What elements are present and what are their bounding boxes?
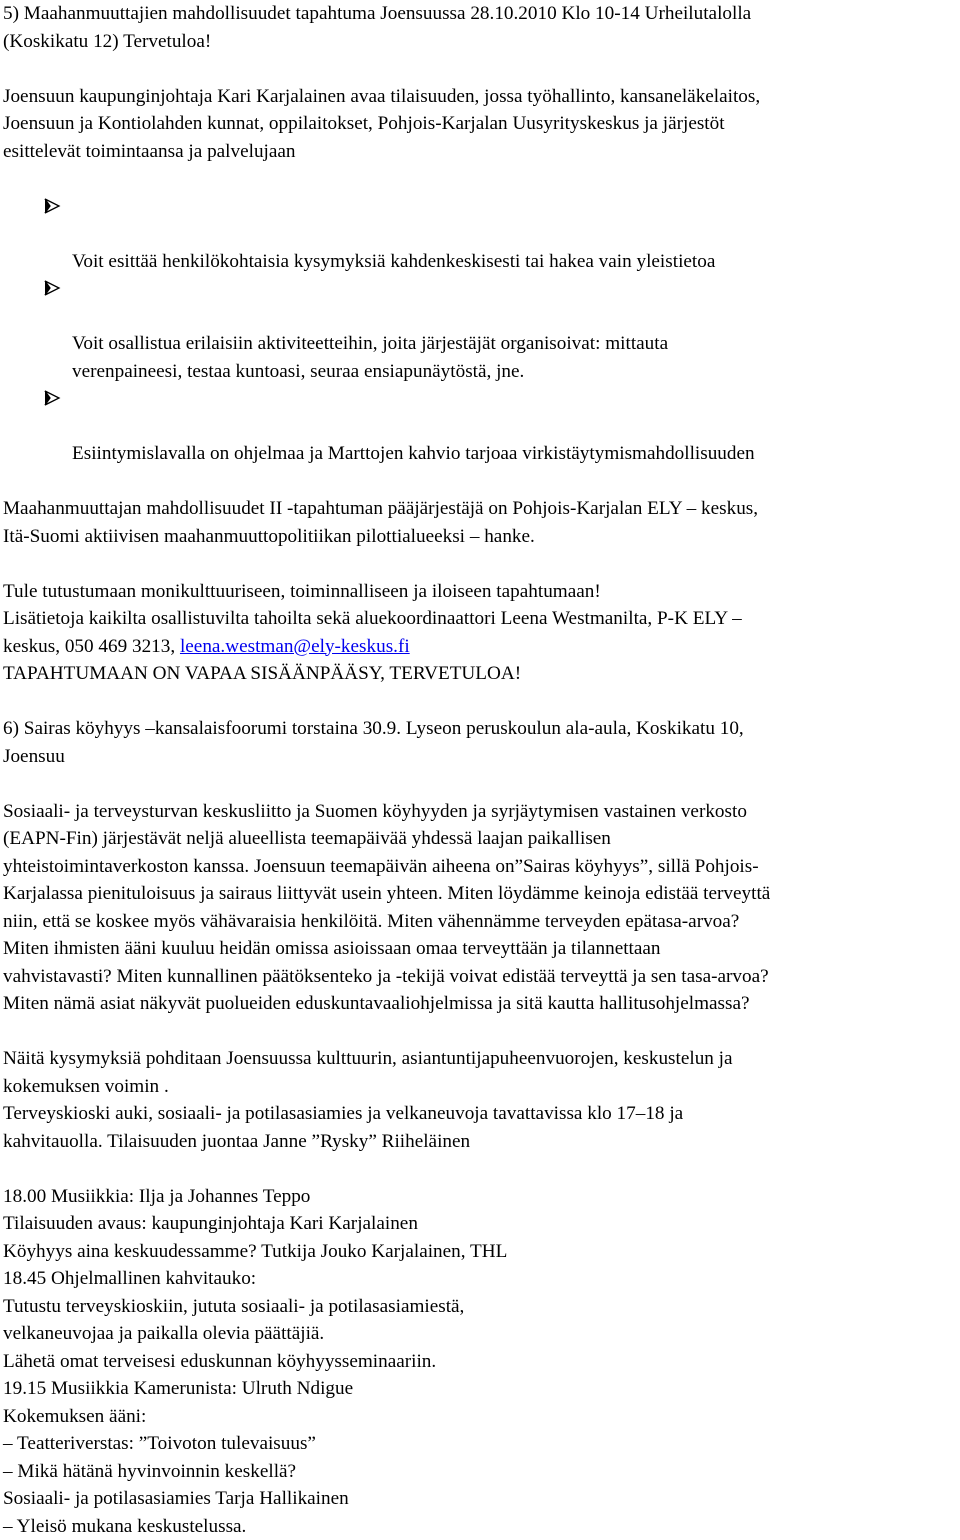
email-link[interactable]: leena.westman@ely-keskus.fi	[180, 636, 410, 657]
section5-intro: Joensuun kaupunginjohtaja Kari Karjalainen avaa tilaisuuden, jossa työhallinto, kansaneläkelaitos, Joensuun ja Kontiolahden kunnat, oppilaitokset, Pohjois-Karjalan Uusyrityskeskus ja järjestöt esittelevät toimintaansa ja palvelujaan	[3, 83, 958, 166]
spacer	[3, 688, 958, 716]
spacer	[3, 770, 958, 798]
spacer	[3, 1018, 958, 1046]
section6-body: Sosiaali- ja terveysturvan keskusliitto ja Suomen köyhyyden ja syrjäytymisen vastainen verkosto (EAPN-Fin) järjestävät neljä alueellista teemapäivää yhdessä laajan paikallisen yhteistoimintaverkoston kanssa. Joensuun teemapäivän aiheena on”Sairas köyhyys”, sillä Pohjois- Karjalassa pienituloisuus ja sairaus liittyvät usein yhteen. Miten löydämme keinoja edistää terveyttä niin, että se koskee myös vähävaraisia henkilöitä. Miten vähennämme terveyden epätasa-arvoa? Miten ihmisten ääni kuuluu heidän omissa asioissaan omaa terveyttään ja tilannettaan vahvistavasti? Miten kunnallinen päätöksenteko ja -tekijä voivat edistää terveyttä ja sen tasa-arvoa? Miten nämä asiat näkyvät puolueiden eduskuntavaaliohjelmissa ja sitä kautta hallitusohjelmassa?	[3, 798, 958, 1018]
section5-heading: 5) Maahanmuuttajien mahdollisuudet tapahtuma Joensuussa 28.10.2010 Klo 10-14 Urheilutalolla (Koskikatu 12) Tervetuloa!	[3, 0, 958, 55]
arrowhead-bullet-icon	[43, 390, 61, 406]
document-page	[3, 0, 958, 1540]
section6-discussion: Näitä kysymyksiä pohditaan Joensuussa kulttuurin, asiantuntijapuheenvuorojen, keskustelun ja kokemuksen voimin . Terveyskioski auki, sosiaali- ja potilasasiamies ja velkaneuvoja tavattavissa klo 17–18 ja kahvitauolla. Tilaisuuden juontaa Janne ”Rysky” Riiheläinen	[3, 1045, 958, 1155]
spacer	[3, 468, 958, 496]
bullet-text: Voit esittää henkilökohtaisia kysymyksiä kahdenkeskisesti tai hakea vain yleistietoa	[72, 251, 715, 272]
list-item	[3, 193, 958, 276]
list-item	[3, 275, 958, 385]
arrowhead-bullet-icon	[43, 198, 61, 214]
section5-bullet-list	[3, 193, 958, 468]
section6-heading: 6) Sairas köyhyys –kansalaisfoorumi torstaina 30.9. Lyseon peruskoulun ala-aula, Koskikatu 10, Joensuu	[3, 715, 958, 770]
spacer	[3, 550, 958, 578]
contact-text: Lisätietoja kaikilta osallistuvilta tahoilta sekä aluekoordinaattori Leena Westmanilta, P-K ELY – keskus, 050 469 3213,	[3, 608, 742, 657]
section5-organizer: Maahanmuuttajan mahdollisuudet II -tapahtuman pääjärjestäjä on Pohjois-Karjalan ELY – keskus, Itä-Suomi aktiivisen maahanmuuttopolitiikan pilottialueeksi – hanke.	[3, 495, 958, 550]
bullet-text: Esiintymislavalla on ohjelmaa ja Marttojen kahvio tarjoaa virkistäytymismahdollisuuden	[72, 443, 755, 464]
spacer	[3, 55, 958, 83]
section5-contact	[3, 605, 958, 660]
section5-free-entry: TAPAHTUMAAN ON VAPAA SISÄÄNPÄÄSY, TERVETULOA!	[3, 660, 958, 688]
bullet-text: Voit osallistua erilaisiin aktiviteetteihin, joita järjestäjät organisoivat: mittauta verenpaineesi, testaa kuntoasi, seuraa ensiapunäytöstä, jne.	[72, 333, 668, 382]
section6-program: 18.00 Musiikkia: Ilja ja Johannes Teppo Tilaisuuden avaus: kaupunginjohtaja Kari Karjalainen Köyhyys aina keskuudessamme? Tutkija Jouko Karjalainen, THL 18.45 Ohjelmallinen kahvitauko: Tutustu terveyskioskiin, jututa sosiaali- ja potilasasiamiestä, velkaneuvojaa ja paikalla olevia päättäjiä. Lähetä omat terveisesi eduskunnan köyhyysseminaariin. 19.15 Musiikkia Kamerunista: Ulruth Ndigue Kokemuksen ääni: – Teatteriverstas: ”Toivoton tulevaisuus” – Mikä hätänä hyvinvoinnin keskellä? Sosiaali- ja potilasasiamies Tarja Hallikainen – Yleisö mukana keskustelussa.	[3, 1183, 958, 1540]
arrowhead-bullet-icon	[43, 280, 61, 296]
section5-welcome: Tule tutustumaan monikulttuuriseen, toiminnalliseen ja iloiseen tapahtumaan!	[3, 578, 958, 606]
spacer	[3, 165, 958, 193]
list-item	[3, 385, 958, 468]
spacer	[3, 1155, 958, 1183]
